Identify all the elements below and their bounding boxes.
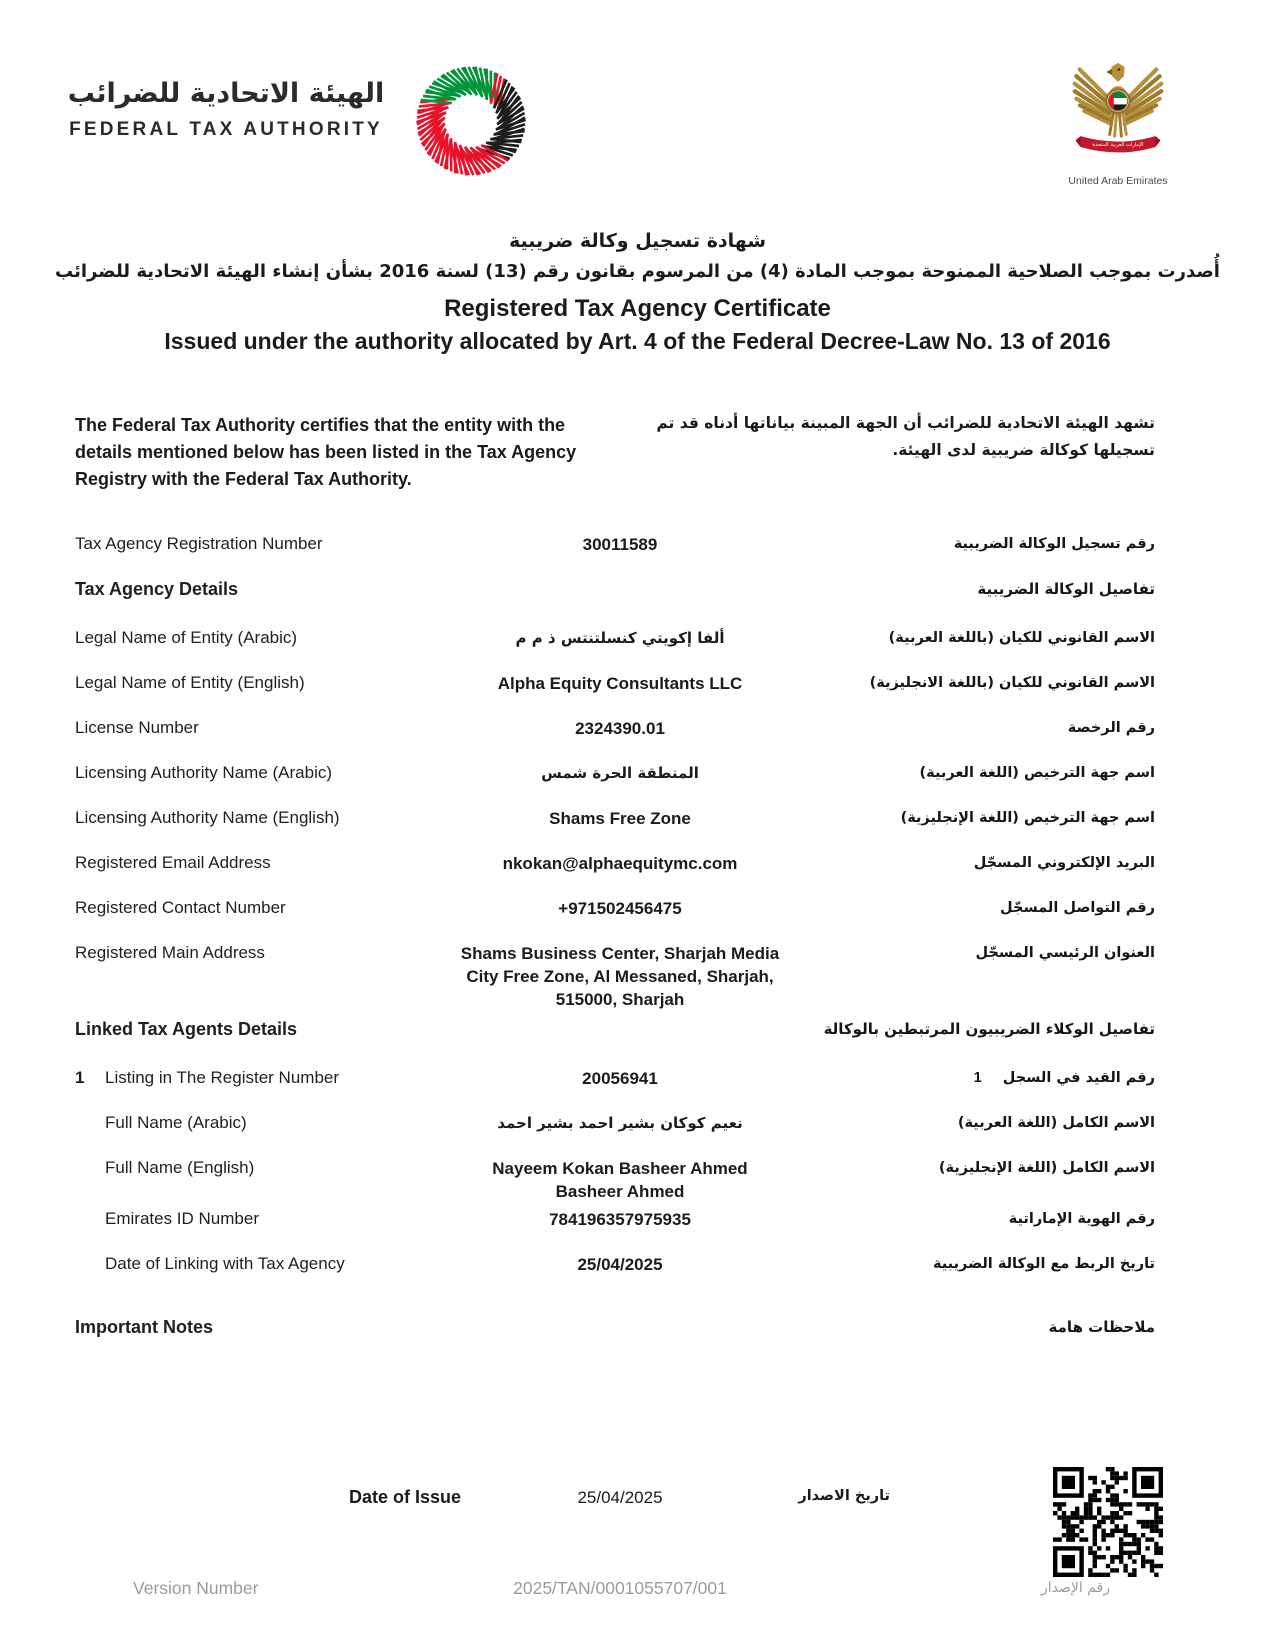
field-value: نعيم كوكان بشير احمد بشير احمد xyxy=(497,1114,743,1132)
field-value: +971502456475 xyxy=(558,899,682,918)
field-label-en: Emirates ID Number xyxy=(105,1209,259,1228)
fta-emblem-icon xyxy=(412,62,530,180)
section-title-ar: ملاحظات هامة xyxy=(1048,1318,1155,1336)
field-label-ar: اسم جهة الترخيص (اللغة الإنجليزية) xyxy=(900,810,1155,826)
row-licensing-authority-english xyxy=(75,807,1155,852)
field-label-ar: الاسم الكامل (اللغة العربية) xyxy=(957,1115,1155,1131)
uae-emblem-caption: United Arab Emirates xyxy=(1068,175,1168,187)
footer xyxy=(0,1578,1275,1604)
field-label-ar: تاريخ الربط مع الوكالة الضريبية xyxy=(932,1256,1155,1272)
field-value: Alpha Equity Consultants LLC xyxy=(497,674,743,693)
date-of-issue-value: 25/04/2025 xyxy=(577,1488,663,1507)
field-label-en: Licensing Authority Name (English) xyxy=(75,808,340,827)
row-date-of-linking xyxy=(75,1253,1155,1298)
field-label-en: Date of Linking with Tax Agency xyxy=(105,1254,345,1273)
title-english-line1: Registered Tax Agency Certificate xyxy=(444,295,831,322)
row-tax-agency-registration-number xyxy=(75,533,1155,578)
section-title-ar: تفاصيل الوكلاء الضريبيون المرتبطين بالوكالة xyxy=(823,1020,1155,1038)
row-registered-email xyxy=(75,852,1155,897)
field-label-ar: رقم تسجيل الوكالة الضريبية xyxy=(953,536,1155,552)
section-important-notes xyxy=(75,1316,1155,1365)
field-label-ar: رقم التواصل المسجّل xyxy=(1000,900,1155,916)
field-label-en: Full Name (Arabic) xyxy=(105,1113,247,1132)
section-tax-agency-details xyxy=(75,578,1155,627)
field-label-en: Legal Name of Entity (English) xyxy=(75,673,305,692)
field-value: 20056941 xyxy=(582,1069,658,1088)
field-label-ar: رقم الهوية الإماراتية xyxy=(1008,1211,1155,1227)
row-full-name-english xyxy=(75,1157,1155,1208)
field-label-en: Registered Main Address xyxy=(75,943,265,962)
row-licensing-authority-arabic xyxy=(75,762,1155,807)
field-value: Shams Free Zone xyxy=(549,809,691,828)
field-label-en-text: Listing in The Register Number xyxy=(105,1068,340,1087)
field-label-en: Full Name (English) xyxy=(105,1158,255,1177)
field-value: Nayeem Kokan Basheer Ahmed Basheer Ahmed xyxy=(492,1159,748,1201)
field-label-ar: العنوان الرئيسي المسجّل xyxy=(975,945,1155,961)
date-of-issue-label-ar: تاريخ الاصدار xyxy=(798,1488,890,1504)
section-title-ar: تفاصيل الوكالة الضريبية xyxy=(977,580,1155,598)
fta-arabic-name: الهيئة الاتحادية للضرائب xyxy=(67,78,385,109)
fta-english-name: FEDERAL TAX AUTHORITY xyxy=(69,119,383,140)
field-label-ar: البريد الإلكتروني المسجّل xyxy=(973,855,1155,871)
agent-index: 1 xyxy=(75,1068,85,1087)
section-title-en: Tax Agency Details xyxy=(75,579,239,599)
field-value: Shams Business Center, Sharjah Media City Free Zone, Al Messaned, Sharjah, 515000, Sharjah xyxy=(460,944,780,1009)
uae-banner-text: الإمارات العربية المتحدة xyxy=(1092,141,1144,148)
row-legal-name-arabic xyxy=(75,627,1155,672)
uae-falcon-icon xyxy=(1068,56,1168,168)
title-arabic-line1: شهادة تسجيل وكالة ضريبية xyxy=(508,230,767,252)
row-legal-name-english xyxy=(75,672,1155,717)
fta-wordmark xyxy=(60,78,392,141)
field-value: 2324390.01 xyxy=(575,719,665,738)
qr-code xyxy=(1053,1467,1163,1577)
field-value: ألفا إكويتي كنسلتنتس ذ م م xyxy=(515,629,725,647)
row-emirates-id xyxy=(75,1208,1155,1253)
field-value: 30011589 xyxy=(582,535,658,554)
agent-index-ar: 1 xyxy=(973,1070,982,1086)
title-english-line2: Issued under the authority allocated by Art. 4 of the Federal Decree-Law No. 13 of 2016 xyxy=(164,328,1111,354)
field-label-ar-text: رقم القيد في السجل xyxy=(1002,1070,1155,1086)
field-label-ar: الاسم القانوني للكيان (باللغة العربية) xyxy=(888,630,1155,646)
row-registered-contact xyxy=(75,897,1155,942)
section-title-en: Important Notes xyxy=(75,1317,214,1337)
section-linked-tax-agents xyxy=(75,1018,1155,1067)
field-label-en: Legal Name of Entity (Arabic) xyxy=(75,628,298,647)
field-label-en: Registered Contact Number xyxy=(75,898,286,917)
date-of-issue-label: Date of Issue xyxy=(349,1487,462,1507)
intro-paragraph-arabic: تشهد الهيئة الاتحادية للضرائب أن الجهة المبينة بياناتها أدناه قد تم تسجيلها كوكالة ضريبية لدى الهيئة. xyxy=(656,414,1155,459)
version-number-label: Version Number xyxy=(133,1578,259,1598)
row-license-number xyxy=(75,717,1155,762)
field-label-en: License Number xyxy=(75,718,199,737)
field-label-ar: رقم الرخصة xyxy=(1067,720,1155,736)
row-registered-main-address xyxy=(75,942,1155,1018)
fta-logo xyxy=(60,70,530,185)
field-value: nkokan@alphaequitymc.com xyxy=(502,854,738,873)
row-full-name-arabic xyxy=(75,1112,1155,1157)
certificate-fields xyxy=(0,528,1275,1365)
field-label-ar: الاسم الكامل (اللغة الإنجليزية) xyxy=(938,1160,1155,1176)
date-of-issue-row xyxy=(0,1487,1275,1513)
field-label-ar: اسم جهة الترخيص (اللغة العربية) xyxy=(919,765,1155,781)
row-register-listing-number xyxy=(75,1067,1155,1112)
version-number-value: 2025/TAN/0001055707/001 xyxy=(513,1578,727,1598)
field-value: 784196357975935 xyxy=(549,1210,691,1229)
field-label-en: Tax Agency Registration Number xyxy=(75,534,323,553)
certificate-titles xyxy=(0,226,1275,356)
version-number-label-ar: رقم الإصدار xyxy=(1041,1580,1110,1596)
field-value: المنطقة الحرة شمس xyxy=(541,764,699,782)
intro-paragraph-english: The Federal Tax Authority certifies that the entity with the details mentioned below has been listed in the Tax Agency Registry with the Federal Tax Authority. xyxy=(75,415,577,489)
field-label-en xyxy=(75,1067,445,1089)
uae-emblem xyxy=(1068,56,1168,187)
field-value: 25/04/2025 xyxy=(577,1255,663,1274)
field-label-en: Registered Email Address xyxy=(75,853,271,872)
field-label-ar xyxy=(795,1067,1155,1089)
field-label-en: Licensing Authority Name (Arabic) xyxy=(75,763,333,782)
section-title-en: Linked Tax Agents Details xyxy=(75,1019,298,1039)
title-arabic-line2: أُصدرت بموجب الصلاحية الممنوحة بموجب المادة (4) من المرسوم بقانون رقم (13) لسنة 2016 بشأن إنشاء الهيئة الاتحادية للضرائب xyxy=(55,261,1220,282)
field-label-ar: الاسم القانوني للكيان (باللغة الانجليزية) xyxy=(869,675,1155,691)
